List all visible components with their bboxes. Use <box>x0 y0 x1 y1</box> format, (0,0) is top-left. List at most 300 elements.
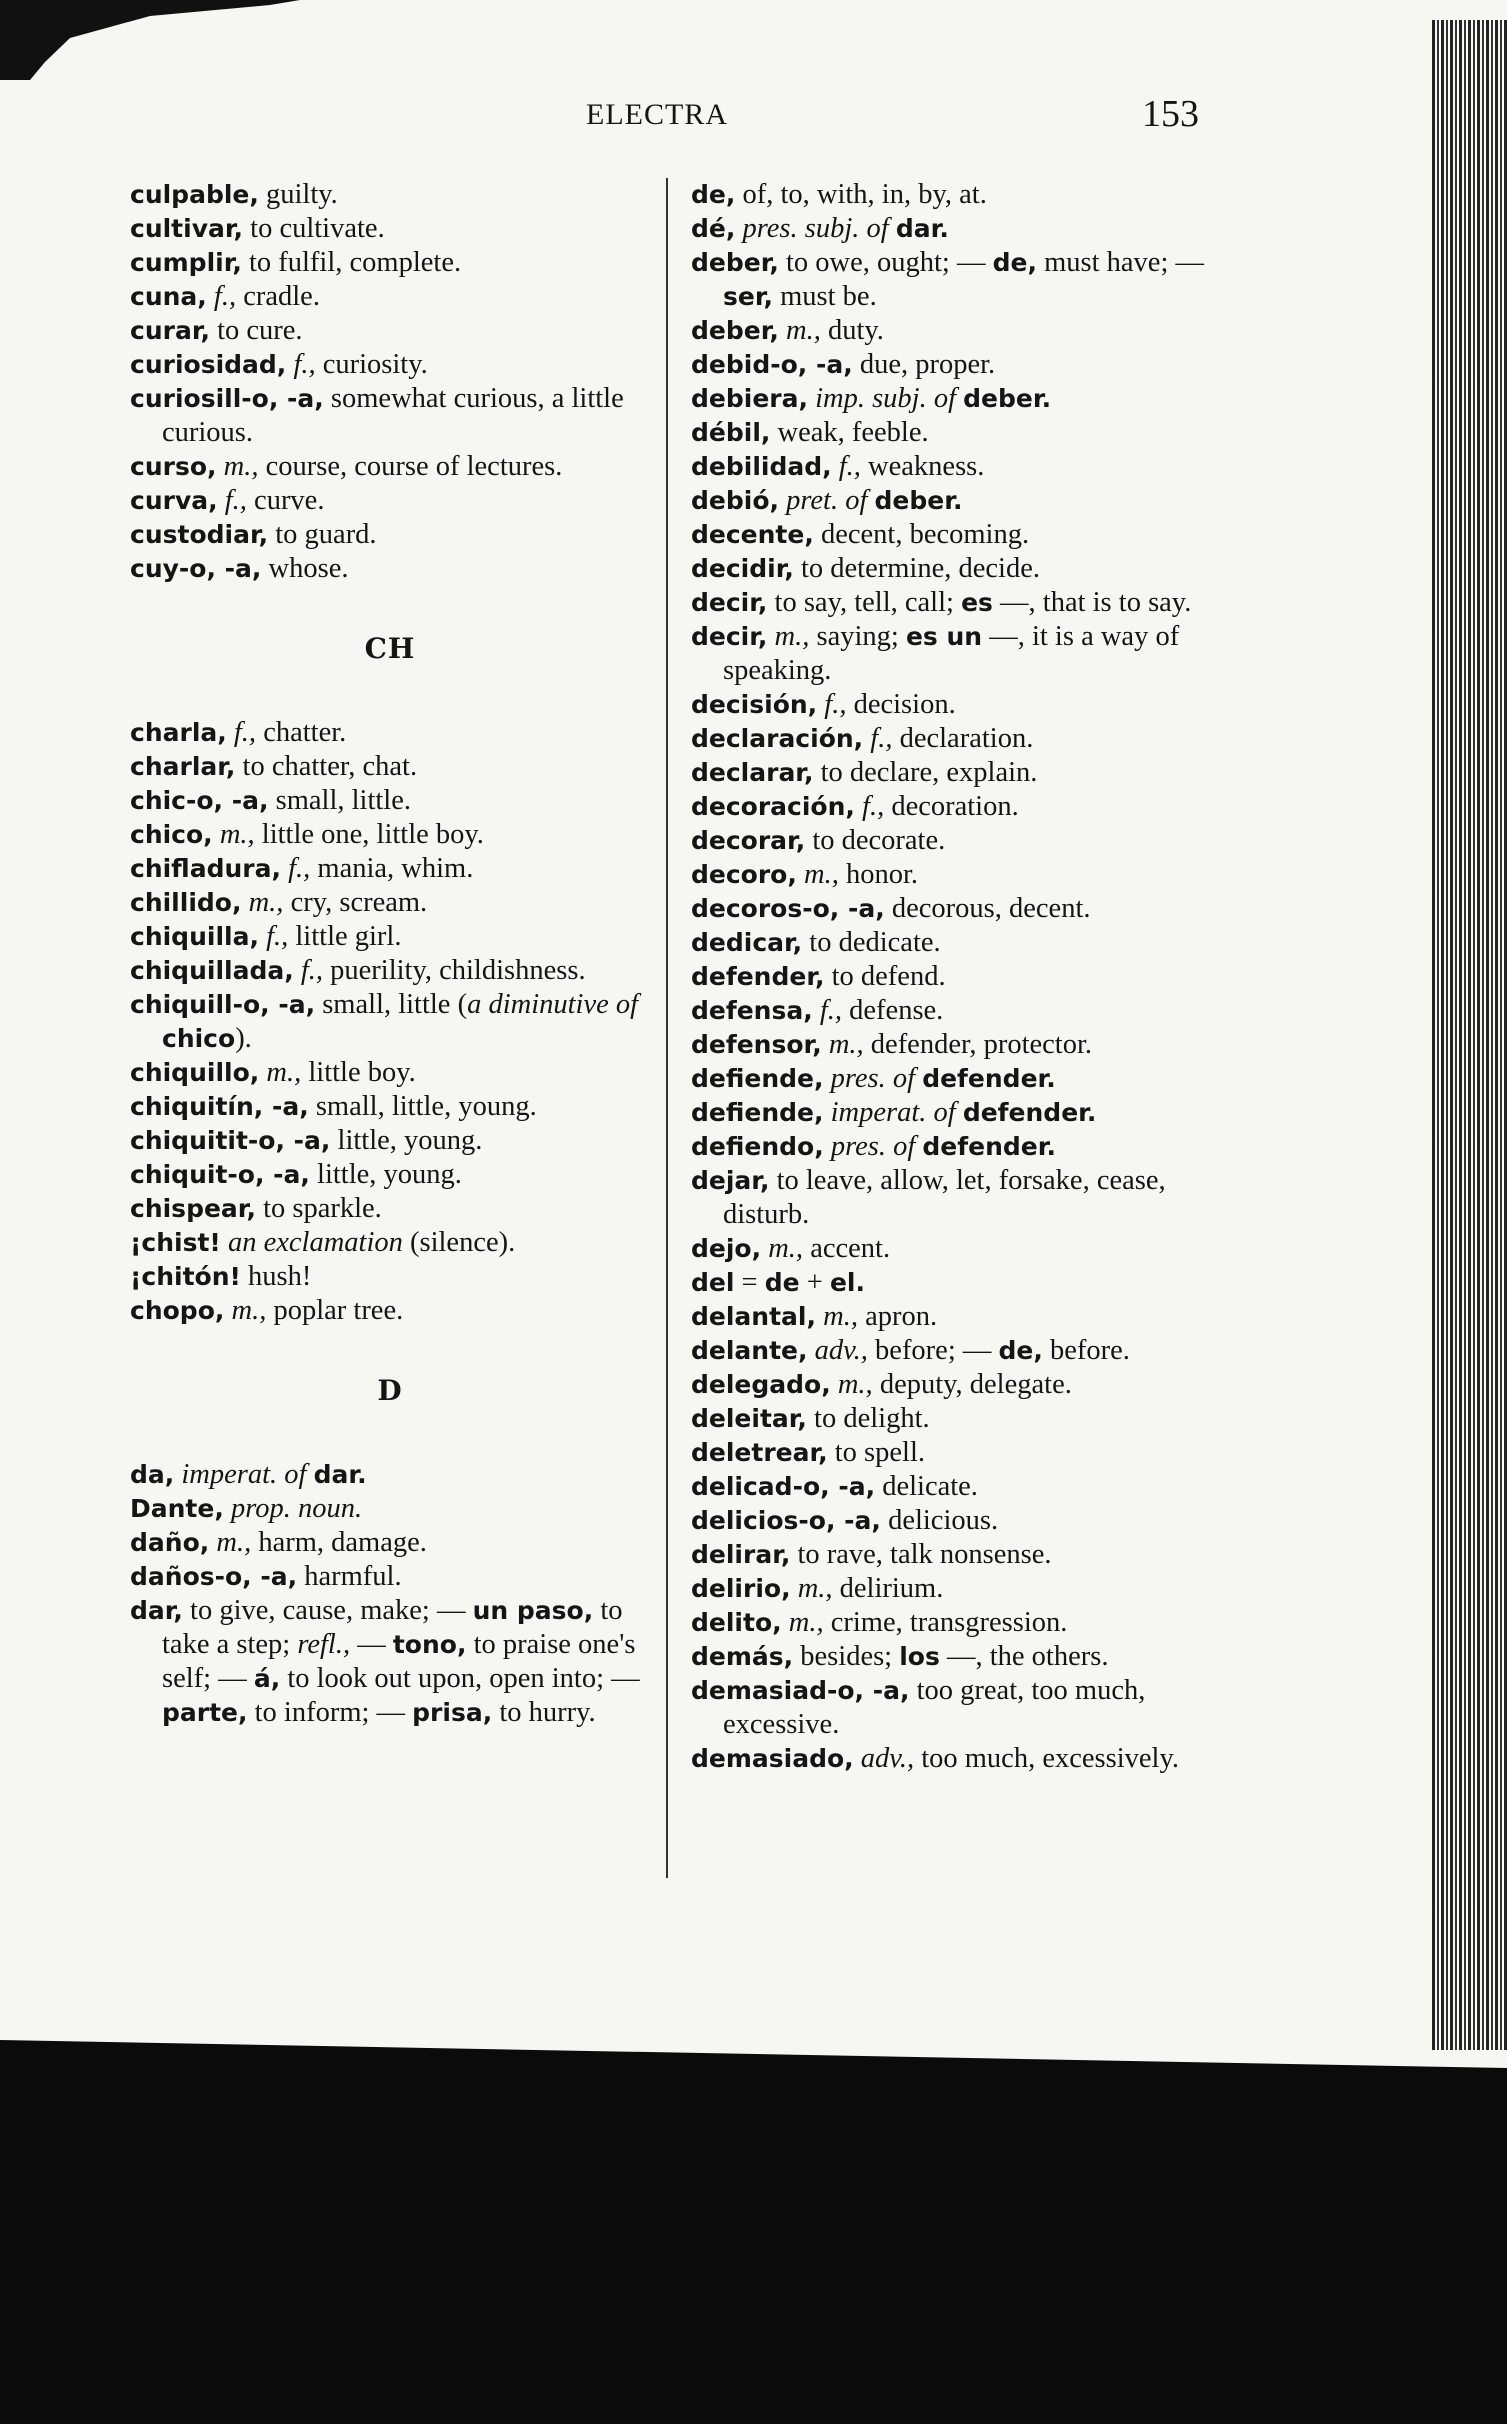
definition-text: small, little ( <box>315 989 468 1020</box>
dictionary-entry <box>691 1606 1221 1640</box>
dictionary-entry <box>691 518 1221 552</box>
definition-text <box>782 1607 789 1638</box>
dictionary-entry <box>130 716 650 750</box>
definition-text: hush! <box>240 1261 312 1292</box>
definition-text: before. <box>1042 1335 1130 1366</box>
definition-text: to spell. <box>827 1437 926 1468</box>
dictionary-entry <box>691 994 1221 1028</box>
headword: ¡chitón! <box>130 1262 241 1291</box>
headword: delirar, <box>691 1540 791 1569</box>
definition-text: to cultivate. <box>243 213 385 244</box>
definition-text <box>867 485 874 516</box>
headword: chifladura, <box>130 854 281 883</box>
dictionary-entry <box>130 1560 650 1594</box>
headword: dé, <box>691 214 736 243</box>
definition-text: to decorate. <box>805 825 946 856</box>
headword: defender. <box>962 1098 1097 1127</box>
definition-text: delirium. <box>832 1573 944 1604</box>
definition-text: cry, scream. <box>283 887 428 918</box>
headword: curiosidad, <box>130 350 287 379</box>
grammar-note: f., <box>293 349 316 380</box>
dictionary-entry <box>130 750 650 784</box>
headword: deber. <box>874 486 963 515</box>
headword: el. <box>829 1268 865 1297</box>
definition-text: weakness. <box>860 451 985 482</box>
dictionary-entry <box>691 314 1221 348</box>
headword: charla, <box>130 718 227 747</box>
dictionary-entry <box>130 382 650 450</box>
definition-text: little, young. <box>330 1125 483 1156</box>
dictionary-entry <box>130 1090 650 1124</box>
grammar-note: f., <box>233 717 257 748</box>
dictionary-entry <box>130 1260 650 1294</box>
dictionary-entry <box>691 586 1221 620</box>
definition-text: (silence). <box>402 1227 516 1258</box>
dictionary-entry <box>691 1232 1221 1266</box>
definition-text: to say, tell, call; <box>767 587 962 618</box>
dictionary-entry <box>130 348 650 382</box>
dictionary-entry <box>130 784 650 818</box>
definition-text: accent. <box>803 1233 891 1264</box>
headword: curar, <box>130 316 210 345</box>
headword: charlar, <box>130 752 236 781</box>
definition-text: to hurry. <box>492 1697 596 1728</box>
definition-text: whose. <box>261 553 349 584</box>
dictionary-entry <box>691 756 1221 790</box>
headword: de, <box>998 1336 1043 1365</box>
definition-text: to delight. <box>806 1403 930 1434</box>
headword: defender. <box>922 1132 1056 1161</box>
headword: decente, <box>691 520 814 549</box>
headword: chico, <box>130 820 213 849</box>
dictionary-entry <box>691 1062 1221 1096</box>
grammar-note: an exclamation <box>227 1227 403 1258</box>
definition-text <box>767 621 774 652</box>
definition-text <box>224 1493 231 1524</box>
headword: decoros-o, -a, <box>691 894 885 923</box>
definition-text: puerility, childishness. <box>323 955 586 986</box>
dictionary-entry <box>691 1164 1221 1232</box>
dictionary-entry <box>691 858 1221 892</box>
dictionary-entry <box>691 1028 1221 1062</box>
definition-text: curiosity. <box>315 349 428 380</box>
headword: delante, <box>691 1336 808 1365</box>
definition-text: decent, becoming. <box>813 519 1030 550</box>
headword: demasiad-o, -a, <box>691 1676 910 1705</box>
right-column <box>691 178 1221 1776</box>
headword: defensa, <box>691 996 813 1025</box>
headword: tono, <box>392 1630 467 1659</box>
headword: custodiar, <box>130 520 269 549</box>
grammar-note: m., <box>788 1607 824 1638</box>
grammar-note: f., <box>213 281 237 312</box>
definition-text: little one, little boy. <box>254 819 484 850</box>
headword: daños-o, -a, <box>130 1562 298 1591</box>
headword: decoro, <box>691 860 797 889</box>
definition-text: to sparkle. <box>255 1193 382 1224</box>
definition-text: little girl. <box>288 921 402 952</box>
headword: á, <box>253 1664 281 1693</box>
dictionary-entry <box>130 450 650 484</box>
headword: deber, <box>691 248 779 277</box>
headword: deber, <box>691 316 779 345</box>
headword: deletrear, <box>691 1438 828 1467</box>
definition-text: decoration. <box>884 791 1019 822</box>
headword: de, <box>691 180 736 209</box>
definition-text: decision. <box>846 689 956 720</box>
grammar-note: m., <box>768 1233 804 1264</box>
grammar-note: f., <box>862 791 885 822</box>
definition-text: must be. <box>773 281 877 312</box>
grammar-note: f., <box>224 485 247 516</box>
dictionary-entry <box>691 1300 1221 1334</box>
definition-text <box>956 1097 963 1128</box>
definition-text: to guard. <box>268 519 377 550</box>
headword: chiquilla, <box>130 922 259 951</box>
definition-text <box>889 213 896 244</box>
grammar-note: m., <box>803 859 839 890</box>
definition-text <box>797 859 804 890</box>
definition-text: curve. <box>246 485 325 516</box>
dictionary-entry <box>130 1192 650 1226</box>
dictionary-entry <box>691 1742 1221 1776</box>
dictionary-entry <box>130 1492 650 1526</box>
definition-text: weak, feeble. <box>770 417 929 448</box>
headword: deleitar, <box>691 1404 807 1433</box>
definition-text <box>241 887 248 918</box>
definition-text: decorous, decent. <box>884 893 1091 924</box>
headword: cultivar, <box>130 214 244 243</box>
grammar-note: m., <box>248 887 284 918</box>
definition-text: course, course of lectures. <box>258 451 563 482</box>
grammar-note: adv., <box>814 1335 868 1366</box>
dictionary-entry <box>691 178 1221 212</box>
headword: decidir, <box>691 554 794 583</box>
grammar-note: imperat. of <box>181 1459 307 1490</box>
definition-text: apron. <box>857 1301 938 1332</box>
definition-text <box>822 1029 829 1060</box>
headword: culpable, <box>130 180 259 209</box>
section-heading: CH <box>364 632 416 665</box>
definition-text: due, proper. <box>852 349 996 380</box>
definition-text <box>294 955 301 986</box>
definition-text: —, the others. <box>939 1641 1109 1672</box>
definition-text <box>221 1227 228 1258</box>
headword: decorar, <box>691 826 806 855</box>
headword: decir, <box>691 622 768 651</box>
headword: defiende, <box>691 1098 824 1127</box>
dictionary-entry <box>691 960 1221 994</box>
dictionary-entry <box>130 988 650 1056</box>
definition-text: poplar tree. <box>266 1295 404 1326</box>
definition-text: to take a step; <box>162 1595 623 1660</box>
grammar-note: m., <box>216 1527 252 1558</box>
headword: demás, <box>691 1642 794 1671</box>
dictionary-entry <box>691 552 1221 586</box>
definition-text: somewhat curious, a little curious. <box>162 383 624 448</box>
headword: dar, <box>130 1596 183 1625</box>
headword: deber. <box>963 384 1052 413</box>
dictionary-entry <box>130 1458 650 1492</box>
scan-dark-margin <box>0 2040 1507 2424</box>
dictionary-entry <box>130 246 650 280</box>
definition-text <box>207 281 214 312</box>
definition-text <box>823 1063 830 1094</box>
definition-text: —, it is a way of speaking. <box>723 621 1180 686</box>
definition-text: = <box>734 1267 765 1298</box>
dictionary-entry <box>130 886 650 920</box>
definition-text <box>808 1335 815 1366</box>
definition-text: to chatter, chat. <box>235 751 418 782</box>
dictionary-entry <box>691 1266 1221 1300</box>
definition-text: to fulfil, complete. <box>241 247 462 278</box>
definition-text <box>832 451 839 482</box>
definition-text: delicate. <box>875 1471 978 1502</box>
dictionary-entry <box>691 1504 1221 1538</box>
dictionary-entry <box>691 382 1221 416</box>
definition-text: too great, too much, excessive. <box>723 1675 1146 1740</box>
headword: chiquill-o, -a, <box>130 990 316 1019</box>
definition-text: small, little, young. <box>308 1091 537 1122</box>
definition-text: defense. <box>842 995 944 1026</box>
headword: defender. <box>922 1064 1056 1093</box>
dictionary-entry <box>691 1640 1221 1674</box>
headword: un paso, <box>472 1596 594 1625</box>
dictionary-entry <box>130 1056 650 1090</box>
headword: ser, <box>723 282 773 311</box>
dictionary-entry <box>130 1526 650 1560</box>
dictionary-entry <box>691 1674 1221 1742</box>
headword: defender, <box>691 962 825 991</box>
headword: chopo, <box>130 1296 225 1325</box>
dictionary-entry <box>691 926 1221 960</box>
headword: parte, <box>162 1698 248 1727</box>
headword: defiende, <box>691 1064 824 1093</box>
definition-text: to determine, decide. <box>793 553 1040 584</box>
definition-text: little boy. <box>301 1057 416 1088</box>
dictionary-entry <box>691 1096 1221 1130</box>
headword: prisa, <box>412 1698 493 1727</box>
definition-text: to owe, ought; — <box>778 247 993 278</box>
headword: chispear, <box>130 1194 256 1223</box>
definition-text: of, to, with, in, by, at. <box>735 179 987 210</box>
dictionary-entry <box>130 852 650 886</box>
dictionary-entry <box>130 920 650 954</box>
definition-text: to praise one's self; — <box>162 1629 636 1694</box>
headword: débil, <box>691 418 771 447</box>
headword: delicad-o, -a, <box>691 1472 876 1501</box>
grammar-note: f., <box>288 853 311 884</box>
dictionary-entry <box>130 1294 650 1328</box>
definition-text <box>218 485 225 516</box>
definition-text <box>855 791 862 822</box>
grammar-note: pret. of <box>786 485 868 516</box>
dictionary-entry <box>691 1470 1221 1504</box>
headword: curso, <box>130 452 217 481</box>
dictionary-entry <box>130 518 650 552</box>
definition-text: to give, cause, make; — <box>182 1595 473 1626</box>
definition-text: ). <box>235 1023 252 1054</box>
definition-text <box>823 1097 830 1128</box>
dictionary-entry <box>691 1368 1221 1402</box>
headword: decisión, <box>691 690 818 719</box>
dictionary-entry <box>130 1124 650 1158</box>
definition-text: + <box>799 1267 830 1298</box>
grammar-note: imp. subj. of <box>815 383 957 414</box>
grammar-note: pres. of <box>830 1063 916 1094</box>
definition-text: harmful. <box>297 1561 402 1592</box>
dictionary-entry <box>130 178 650 212</box>
definition-text: to look out upon, open into; — <box>280 1663 640 1694</box>
grammar-note: f., <box>819 995 843 1026</box>
headword: curva, <box>130 486 218 515</box>
headword: debió, <box>691 486 779 515</box>
dictionary-entry <box>691 790 1221 824</box>
headword: delirio, <box>691 1574 791 1603</box>
dictionary-entry <box>691 1130 1221 1164</box>
headword: cuna, <box>130 282 207 311</box>
grammar-note: m., <box>785 315 821 346</box>
definition-text: delicious. <box>880 1505 999 1536</box>
grammar-note: m., <box>774 621 810 652</box>
grammar-note: f., <box>870 723 893 754</box>
column-divider <box>666 178 668 1878</box>
left-column <box>130 178 650 1730</box>
grammar-note: f., <box>838 451 861 482</box>
definition-text <box>791 1573 798 1604</box>
headword: chico <box>162 1024 236 1053</box>
headword: declarar, <box>691 758 814 787</box>
headword: defensor, <box>691 1030 822 1059</box>
dictionary-entry <box>130 280 650 314</box>
headword: de <box>764 1268 800 1297</box>
headword: es un <box>905 622 983 651</box>
dictionary-entry <box>691 450 1221 484</box>
section-heading: D <box>377 1374 403 1407</box>
headword: dar. <box>895 214 949 243</box>
page-number: 153 <box>1142 93 1199 135</box>
headword: dejar, <box>691 1166 770 1195</box>
headword: los <box>899 1642 940 1671</box>
definition-text <box>227 717 234 748</box>
definition-text <box>813 995 820 1026</box>
definition-text: to leave, allow, let, forsake, cease, disturb. <box>723 1165 1166 1230</box>
headword: dar. <box>313 1460 367 1489</box>
grammar-note: imperat. of <box>830 1097 956 1128</box>
headword: daño, <box>130 1528 210 1557</box>
dictionary-entry <box>691 824 1221 858</box>
dictionary-entry <box>691 1402 1221 1436</box>
dictionary-entry <box>130 1594 650 1730</box>
definition-text <box>306 1459 313 1490</box>
headword: dejo, <box>691 1234 762 1263</box>
dictionary-entry <box>130 314 650 348</box>
definition-text <box>854 1743 861 1774</box>
dictionary-entry <box>691 1334 1221 1368</box>
page-header <box>0 92 1420 142</box>
definition-text <box>224 1295 231 1326</box>
grammar-note: pres. subj. of <box>742 213 889 244</box>
grammar-note: prop. noun. <box>230 1493 363 1524</box>
dictionary-entry <box>130 212 650 246</box>
grammar-note: adv., <box>860 1743 915 1774</box>
definition-text: cradle. <box>236 281 320 312</box>
definition-text: deputy, delegate. <box>872 1369 1072 1400</box>
grammar-note: m., <box>219 819 255 850</box>
definition-text: to cure. <box>209 315 303 346</box>
grammar-note: m., <box>797 1573 833 1604</box>
grammar-note: m., <box>223 451 259 482</box>
definition-text: honor. <box>838 859 918 890</box>
dictionary-entry <box>130 552 650 586</box>
dictionary-entry <box>691 348 1221 382</box>
headword: chiquillada, <box>130 956 294 985</box>
headword: es <box>961 588 993 617</box>
definition-text: to dedicate. <box>802 927 941 958</box>
definition-text: harm, damage. <box>251 1527 427 1558</box>
headword: Dante, <box>130 1494 224 1523</box>
dictionary-entry <box>130 1226 650 1260</box>
definition-text: too much, excessively. <box>914 1743 1179 1774</box>
headword: debiera, <box>691 384 808 413</box>
definition-text: —, that is to say. <box>992 587 1192 618</box>
definition-text: chatter. <box>256 717 347 748</box>
definition-text: to declare, explain. <box>813 757 1038 788</box>
headword: delito, <box>691 1608 782 1637</box>
grammar-note: refl., <box>297 1629 351 1660</box>
grammar-note: f., <box>300 955 324 986</box>
dictionary-entry <box>130 954 650 988</box>
definition-text: to rave, talk nonsense. <box>790 1539 1052 1570</box>
dictionary-entry <box>691 722 1221 756</box>
grammar-note: m., <box>823 1301 858 1332</box>
dictionary-entry <box>691 1572 1221 1606</box>
dictionary-entry <box>691 1436 1221 1470</box>
definition-text <box>217 451 224 482</box>
definition-text <box>779 315 786 346</box>
grammar-note: f., <box>266 921 289 952</box>
definition-text <box>213 819 220 850</box>
headword: da, <box>130 1460 175 1489</box>
headword: chiquit-o, -a, <box>130 1160 310 1189</box>
definition-text: mania, whim. <box>310 853 474 884</box>
headword: delantal, <box>691 1302 816 1331</box>
headword: declaración, <box>691 724 864 753</box>
dictionary-entry <box>691 484 1221 518</box>
definition-text: duty. <box>820 315 884 346</box>
dictionary-entry <box>691 892 1221 926</box>
dictionary-entry <box>691 1538 1221 1572</box>
headword: delegado, <box>691 1370 831 1399</box>
definition-text: saying; <box>809 621 906 652</box>
binding-edge <box>1432 20 1507 2050</box>
running-title: ELECTRA <box>586 98 728 131</box>
headword: debilidad, <box>691 452 832 481</box>
headword: chic-o, -a, <box>130 786 269 815</box>
definition-text: — <box>350 1629 393 1660</box>
dictionary-entry <box>691 620 1221 688</box>
dictionary-entry <box>691 416 1221 450</box>
grammar-note: m., <box>266 1057 302 1088</box>
headword: cumplir, <box>130 248 242 277</box>
headword: decir, <box>691 588 768 617</box>
definition-text: crime, transgression. <box>823 1607 1068 1638</box>
headword: delicios-o, -a, <box>691 1506 881 1535</box>
headword: de, <box>992 248 1037 277</box>
definition-text: must have; — <box>1036 247 1204 278</box>
grammar-note: f., <box>824 689 847 720</box>
headword: debid-o, -a, <box>691 350 853 379</box>
